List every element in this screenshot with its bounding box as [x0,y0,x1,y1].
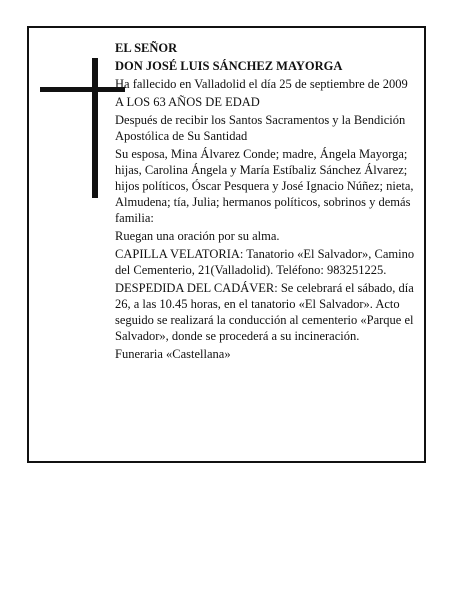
prayer-request: Ruegan una oración por su alma. [115,229,280,243]
chapel-info: CAPILLA VELATORIA: Tanatorio «El Salvador», Camino del Cementerio, 21(Valladolid). Teléfono: 983251225. [115,247,415,277]
sacraments-line: Después de recibir los Santos Sacramentos y la Bendición Apostólica de Su Santidad [115,113,406,143]
title-line-1: EL SEÑOR [115,41,178,55]
cross-horizontal-bar [40,87,125,92]
title-line-2: DON JOSÉ LUIS SÁNCHEZ MAYORGA [115,59,343,73]
obituary-text [115,40,423,364]
age-line: A LOS 63 AÑOS DE EDAD [115,95,260,109]
cross-vertical-bar [92,58,98,198]
obituary-notice [27,26,426,463]
funeral-home: Funeraria «Castellana» [115,347,231,361]
family-list: Su esposa, Mina Álvarez Conde; madre, Ángela Mayorga; hijas, Carolina Ángela y María Estíbaliz Sánchez Álvarez; hijos políticos, Óscar Pesquera y José Ignacio Núñez; nieta, Almudena; tía, Julia; hermanos políticos, sobrinos y demás familia: [115,147,414,225]
farewell-info: DESPEDIDA DEL CADÁVER: Se celebrará el sábado, día 26, a las 10.45 horas, en el tanatorio «El Salvador». Acto seguido se realizará la conducción al cementerio «Parque el Salvador», donde se procederá a su incineración. [115,281,414,343]
death-announcement: Ha fallecido en Valladolid el día 25 de septiembre de 2009 [115,77,408,91]
